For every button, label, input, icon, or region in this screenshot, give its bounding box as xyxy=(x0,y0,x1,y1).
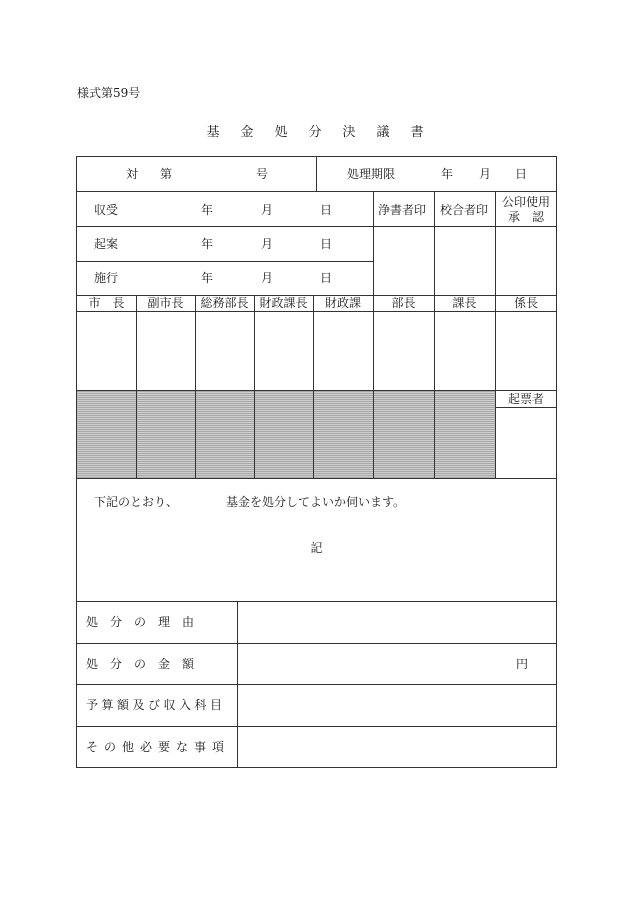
receipt-day: 日 xyxy=(320,203,333,217)
other-label: その他必要な事項 xyxy=(86,740,231,754)
ki-label: 記 xyxy=(310,541,323,555)
statement-suffix: 基金を処分してよいか伺います。 xyxy=(226,495,406,509)
official-seal-label-2: 承 認 xyxy=(507,210,544,224)
approver-mayor: 市 長 xyxy=(88,296,125,310)
deadline-year: 年 xyxy=(441,167,454,181)
deadline-month: 月 xyxy=(479,167,492,181)
document-title: 基金処分決議書 xyxy=(206,125,445,140)
draft-year: 年 xyxy=(201,237,214,251)
receipt-year: 年 xyxy=(201,203,214,217)
approver-finance-section: 財政課 xyxy=(324,296,361,310)
fair-copy-seal-label: 浄書者印 xyxy=(378,203,427,217)
taisho-label: 対 xyxy=(126,167,139,181)
go-label: 号 xyxy=(256,167,269,181)
draft-month: 月 xyxy=(261,237,274,251)
approver-subsection-head: 係長 xyxy=(513,296,538,310)
approver-deputy-mayor: 副市長 xyxy=(147,296,184,310)
amount-label-text: 処分の金額 xyxy=(86,657,207,671)
statement-prefix: 下記のとおり、 xyxy=(94,495,179,509)
enforce-month: 月 xyxy=(261,271,274,285)
approver-general-affairs-director: 総務部長 xyxy=(200,296,249,310)
draft-day: 日 xyxy=(320,237,333,251)
shaded-area xyxy=(77,391,495,478)
approver-section-head: 課長 xyxy=(452,296,477,310)
official-seal-label-1: 公印使用 xyxy=(501,195,550,209)
approver-department-head: 部長 xyxy=(391,296,416,310)
receipt-label: 収受 xyxy=(94,203,119,217)
reason-label-text: 処分の理由 xyxy=(86,615,207,629)
proofread-seal-label: 校合者印 xyxy=(440,203,489,217)
draft-label: 起案 xyxy=(94,237,119,251)
form-number: 様式第59号 xyxy=(77,86,141,100)
drafter-label: 起票者 xyxy=(507,392,544,406)
receipt-month: 月 xyxy=(261,203,274,217)
deadline-label: 処理期限 xyxy=(347,167,396,181)
amount-label xyxy=(86,657,226,671)
enforce-day: 日 xyxy=(320,271,333,285)
dai-label: 第 xyxy=(160,167,173,181)
enforce-year: 年 xyxy=(201,271,214,285)
budget-label: 予算額及び収入科目 xyxy=(86,698,226,712)
enforce-label: 施行 xyxy=(94,271,119,285)
deadline-day: 日 xyxy=(515,167,528,181)
approver-finance-section-chief: 財政課長 xyxy=(259,296,308,310)
reason-label xyxy=(86,615,226,629)
amount-unit: 円 xyxy=(516,657,529,671)
